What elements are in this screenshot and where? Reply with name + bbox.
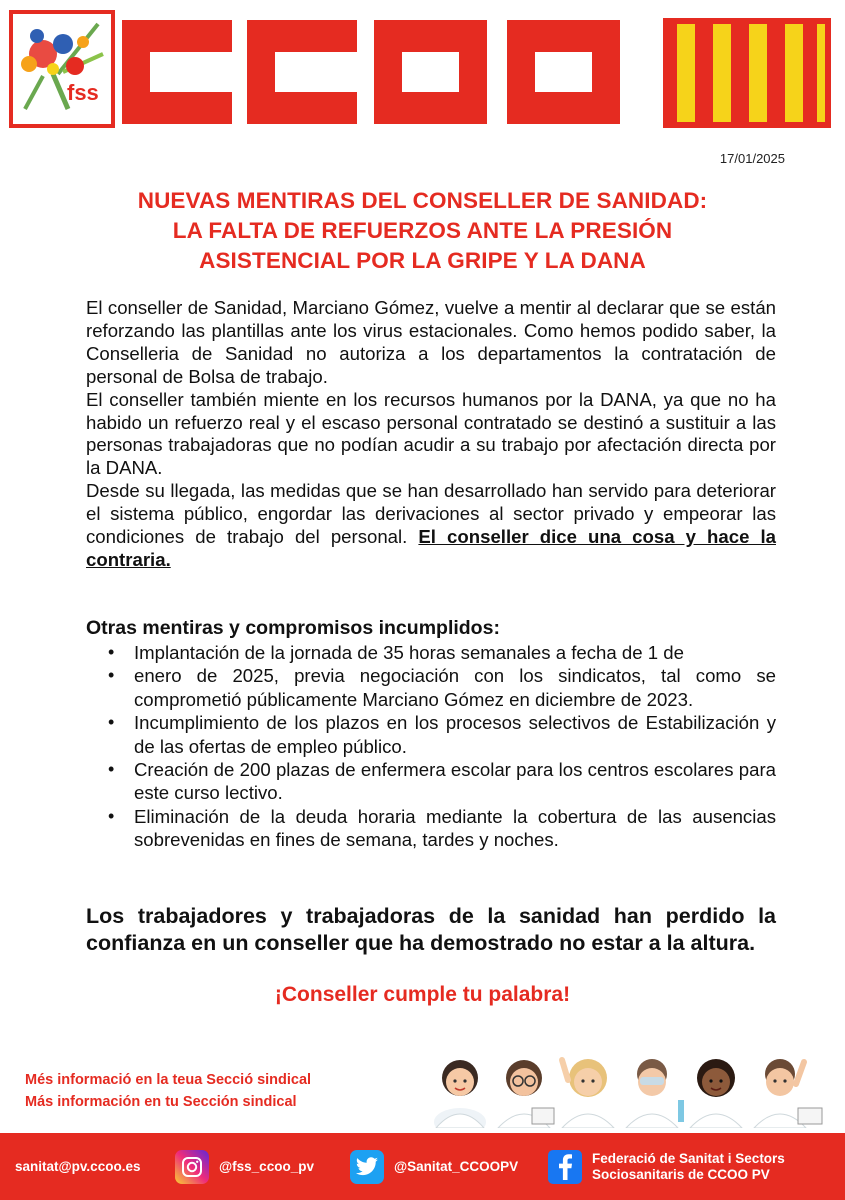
closing-statement: Los trabajadores y trabajadoras de la sanidad han perdido la confianza en un conseller que ha demostrado no estar a la altura. (86, 904, 776, 955)
more-info-valencian: Més informació en la teua Secció sindical (25, 1072, 312, 1088)
instagram-handle[interactable]: @fss_ccoo_pv (219, 1159, 314, 1174)
title-line-1: NUEVAS MENTIRAS DEL CONSELLER DE SANIDAD: (137, 188, 708, 213)
title-line-3: ASISTENCIAL POR LA GRIPE Y LA DANA (199, 248, 646, 273)
more-info (25, 1069, 311, 1113)
worker-avatar-icon (754, 1059, 822, 1128)
list-item: • Creación de 200 plazas de enfermera escolar para los centros escolares para este curso lectivo. (108, 758, 776, 805)
paragraph-3 (86, 480, 776, 572)
footer-instagram[interactable] (175, 1133, 314, 1200)
footer-email[interactable] (15, 1133, 140, 1200)
instagram-icon[interactable] (175, 1150, 209, 1184)
document-date: 17/01/2025 (719, 151, 785, 166)
footer-twitter[interactable] (350, 1133, 518, 1200)
footer-facebook[interactable] (548, 1133, 785, 1200)
worker-avatar-icon (498, 1060, 554, 1128)
senyera-flag (663, 18, 831, 128)
paragraph-2: El conseller también miente en los recursos humanos por la DANA, ya que no ha habido un refuerzo real y el escaso personal contratado se destinó a sustituir a las personas trabajadoras que no podían acudir a su trabajo por afectación directa por la DANA. (86, 388, 776, 479)
health-workers-illustration (428, 1050, 828, 1128)
email-link[interactable]: sanitat@pv.ccoo.es (15, 1159, 141, 1174)
more-info-spanish: Más información en tu Sección sindical (25, 1094, 297, 1110)
list-item: • Eliminación de la deuda horaria mediante la cobertura de las ausencias sobrevenidas en fines de semana, tardes y noches. (108, 805, 776, 852)
paragraph-3-text: Desde su llegada, las medidas que se han desarrollado han servido para deteriorar el sistema público, engordar las derivaciones al sector privado y empeorar las condiciones de trabajo del personal. (86, 480, 776, 548)
otras-heading: Otras mentiras y compromisos incumplidos: (86, 617, 500, 639)
paragraph-1: El conseller de Sanidad, Marciano Gómez, vuelve a mentir al declarar que se están reforzando las plantillas ante los virus estacionales. Como hemos podido saber, la Conselleria de Sanidad no autoriza a los departamentos la contratación de personal de Bolsa de trabajo. (86, 297, 776, 387)
worker-avatar-icon (434, 1060, 486, 1128)
list-item: • Implantación de la jornada de 35 horas semanales a fecha de 1 de (108, 641, 776, 664)
fss-flower-icon (13, 14, 111, 124)
organization-line-2: Sociosanitaris de CCOO PV (592, 1166, 770, 1182)
call-to-action: ¡Conseller cumple tu palabra! (274, 983, 571, 1006)
body-text (86, 297, 776, 572)
twitter-handle[interactable]: @Sanitat_CCOOPV (394, 1159, 519, 1174)
title-line-2: LA FALTA DE REFUERZOS ANTE LA PRESIÓN (172, 218, 673, 243)
ccoo-logo (122, 20, 622, 124)
worker-avatar-icon (562, 1059, 614, 1128)
list-item: • enero de 2025, previa negociación con los sindicatos, tal como se comprometió públicamente Marciano Gómez en diciembre de 2023. (108, 664, 776, 711)
fss-logo-text: fss (67, 80, 99, 105)
worker-avatar-icon (690, 1059, 742, 1128)
facebook-icon[interactable] (548, 1150, 582, 1184)
broken-promises-list (108, 641, 776, 852)
list-item: • Incumplimiento de los plazos en los procesos selectivos de Estabilización y de las ofertas de empleo público. (108, 711, 776, 758)
page-title (60, 186, 785, 276)
fss-logo (9, 10, 115, 128)
worker-avatar-icon (626, 1059, 684, 1128)
twitter-icon[interactable] (350, 1150, 384, 1184)
organization-name (592, 1151, 785, 1183)
organization-line-1: Federació de Sanitat i Sectors (592, 1150, 785, 1166)
footer-bar (0, 1133, 845, 1200)
paragraph-3-emphasis: El conseller dice una cosa y hace la contraria. (86, 526, 776, 570)
